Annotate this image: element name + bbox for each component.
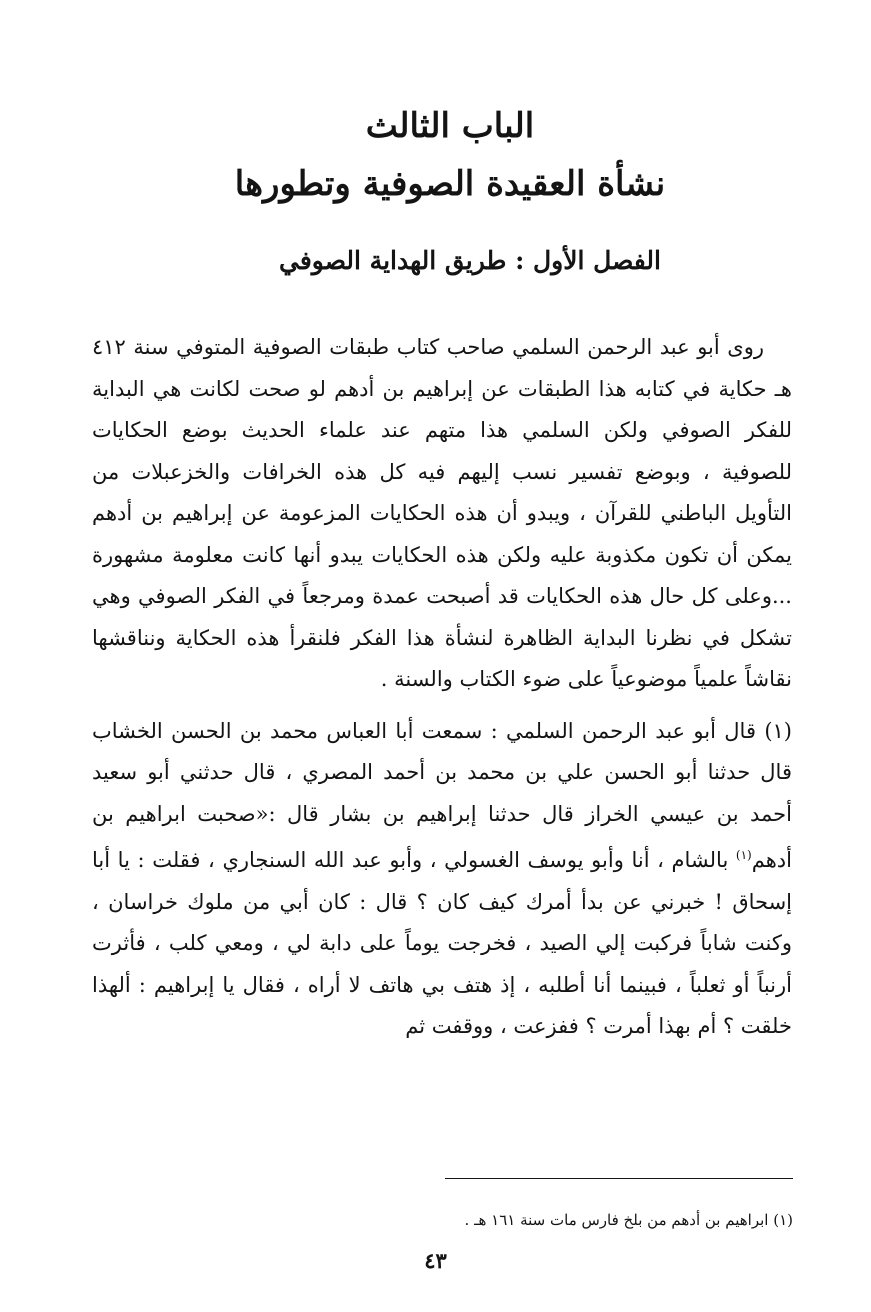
part-title: الباب الثالث xyxy=(365,106,535,146)
page-number: ٤٣ xyxy=(424,1248,447,1273)
footnote-marker: (١) xyxy=(735,848,752,862)
narration-part-two: بالشام ، أنا وأبو يوسف الغسولي ، وأبو عبد الله السنجاري ، فقلت : يا أبا إسحاق ! خبرني عن بدأ أمرك كيف كان ؟ قال : كان أبي من ملوك خراسان ، وكنت شاباً فركبت إلي الصيد ، فخرجت يوماً على دابة لي ، ومعي كلب ، فأثرت أرنباً أو ثعلباً ، فبينما أنا أطلبه ، إذ هتف بي هاتف لا أراه ، فقال يا إبراهيم : ألهذا خلقت ؟ أم بهذا أمرت ؟ ففزعت ، ووقفت ثم xyxy=(92,848,792,1038)
body-text xyxy=(92,327,792,1048)
book-title: نشأة العقيدة الصوفية وتطورها xyxy=(234,164,666,204)
chapter-title: الفصل الأول : طريق الهداية الصوفي xyxy=(279,246,661,275)
narration-part-one: (١) قال أبو عبد الرحمن السلمي : سمعت أبا العباس محمد بن الحسن الخشاب قال حدثنا أبو الحسن علي بن محمد بن أحمد المصري ، قال حدثني أبو سعيد أحمد بن عيسي الخراز قال حدثنا إبراهيم بن بشار قال :«صحبت ابراهيم بن أدهم xyxy=(92,718,792,872)
footnote: (١) ابراهيم بن أدهم من بلخ فارس مات سنة ١٦١ هـ . xyxy=(464,1211,793,1229)
paragraph-narration xyxy=(92,711,792,1048)
paragraph-intro: روى أبو عبد الرحمن السلمي صاحب كتاب طبقات الصوفية المتوفي سنة ٤١٢ هـ حكاية في كتابه هذا الطبقات عن إبراهيم بن أدهم لو صحت لكانت هي البداية للفكر الصوفي ولكن السلمي هذا متهم عند علماء الحديث بوضع الحكايات للصوفية ، وبوضع تفسير نسب إليهم فيه كل هذه الخرافات والخزعبلات من التأويل الباطني للقرآن ، ويبدو أن هذه الحكايات المزعومة عن إبراهيم بن أدهم يمكن أن تكون مكذوبة عليه ولكن هذه الحكايات يبدو أنها كانت معلومة مشهورة ...وعلى كل حال هذه الحكايات قد أصبحت عمدة ومرجعاً في الفكر الصوفي وهي تشكل في نظرنا البداية الظاهرة لنشأة هذا الفكر فلنقرأ هذه الحكاية ونناقشها نقاشاً علمياً موضوعياً على ضوء الكتاب والسنة . xyxy=(92,335,792,691)
footnote-divider xyxy=(445,1178,793,1179)
